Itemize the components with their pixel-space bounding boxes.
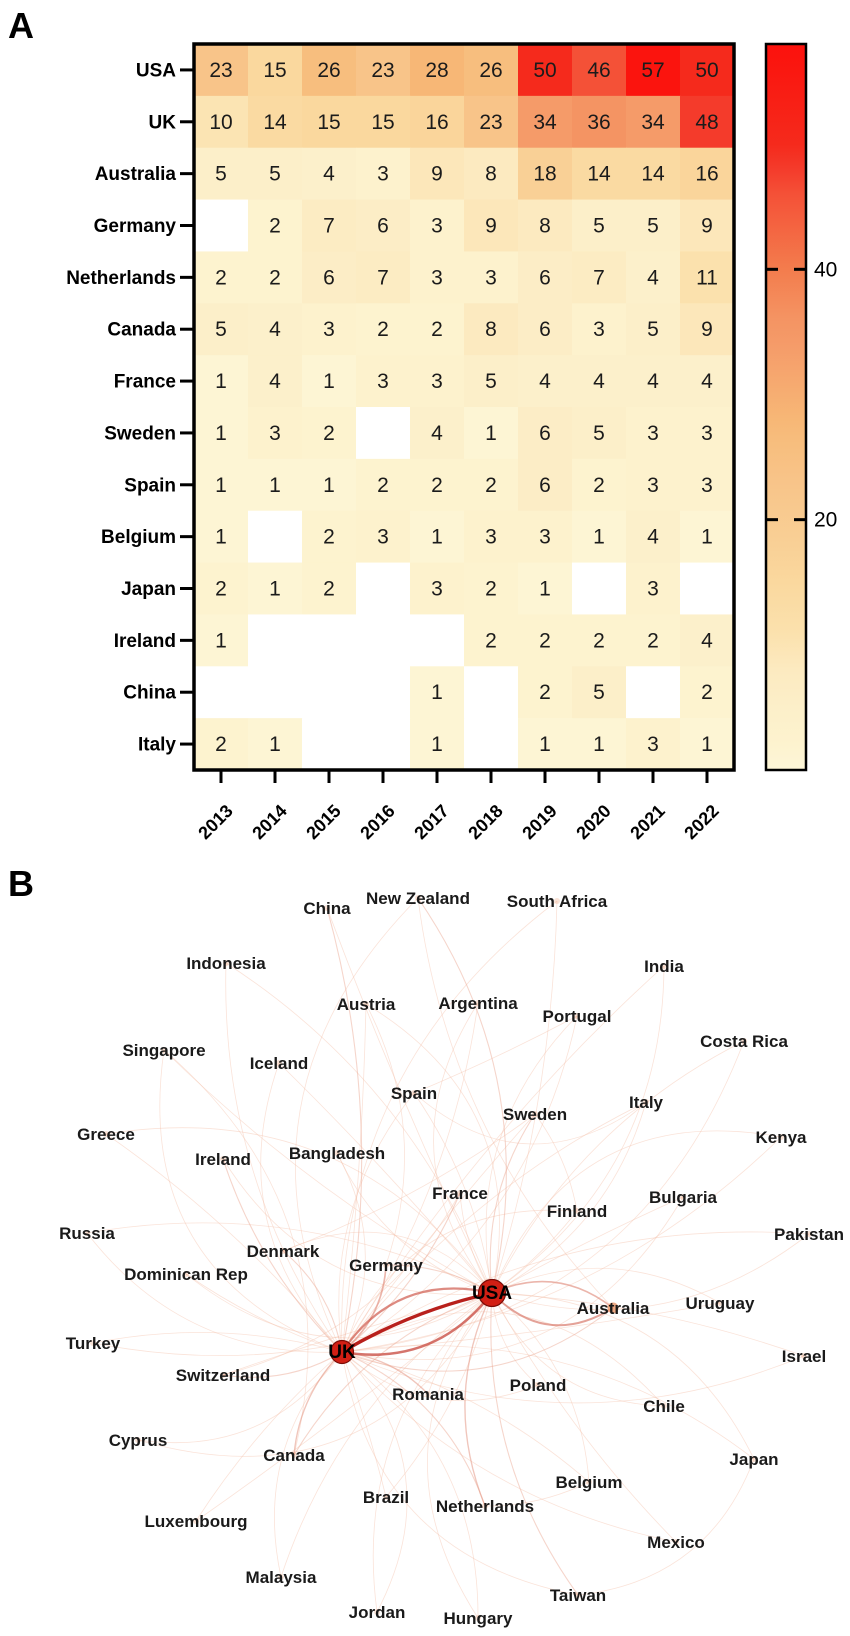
heatmap-cell-value: 3 (647, 577, 659, 601)
heatmap-cell-value: 14 (263, 110, 287, 134)
heatmap-cell-value: 28 (425, 58, 449, 82)
heatmap-cell (410, 614, 465, 666)
network-node-label: Iceland (249, 1054, 309, 1073)
network-node-label: India (644, 957, 684, 976)
network-node-label: New Zealand (366, 889, 470, 908)
panel-b-label: B (8, 863, 34, 904)
heatmap-cell (248, 666, 303, 718)
heatmap-cell-value: 48 (695, 110, 719, 134)
heatmap-col-label: 2019 (518, 800, 561, 844)
heatmap-cell-value: 4 (431, 421, 443, 445)
heatmap-row-label: Spain (124, 475, 176, 497)
heatmap-cell-value: 2 (323, 525, 335, 549)
network-edge (342, 901, 557, 1352)
heatmap-row-label: Germany (93, 216, 176, 237)
heatmap-cell-value: 2 (215, 733, 227, 757)
heatmap-col-label: 2020 (572, 800, 615, 844)
network-edge (465, 1293, 492, 1506)
heatmap-cell-value: 3 (431, 266, 443, 290)
heatmap-cell-value: 9 (701, 214, 713, 238)
network-node-label: Brazil (362, 1488, 410, 1507)
heatmap-row-label: Netherlands (66, 267, 176, 289)
network-node-label: Uruguay (685, 1294, 755, 1313)
heatmap-cell-value: 11 (696, 266, 718, 290)
network-node-label: Greece (77, 1125, 135, 1144)
heatmap-cell-value: 2 (215, 266, 227, 290)
network-edge (492, 1041, 744, 1293)
network-hub-label: USA (471, 1283, 513, 1304)
panel-a-label: A (8, 5, 34, 46)
heatmap-row-label: Japan (121, 579, 176, 600)
heatmap-row-label: Belgium (101, 527, 176, 549)
heatmap-cell-value: 1 (431, 525, 443, 549)
network-edge (186, 1274, 342, 1352)
heatmap-cell-value: 16 (695, 162, 719, 186)
heatmap-cell (194, 666, 249, 718)
heatmap-cell-value: 7 (377, 266, 389, 290)
network-node-label: Finland (546, 1202, 608, 1221)
heatmap-cell-value: 5 (593, 681, 605, 705)
heatmap-cell (356, 563, 411, 615)
heatmap-col-label: 2021 (626, 800, 669, 844)
heatmap-cell-value: 5 (647, 214, 659, 238)
heatmap-cell-value: 3 (701, 473, 713, 497)
heatmap-cell (194, 200, 249, 252)
network-edge (294, 1352, 342, 1455)
heatmap-cell-value: 2 (485, 577, 497, 601)
heatmap-cell (248, 614, 303, 666)
heatmap-col-label: 2013 (194, 800, 237, 844)
heatmap-cell-value: 3 (269, 421, 281, 445)
heatmap-col-label: 2016 (356, 800, 399, 844)
heatmap-cell-value: 1 (215, 421, 227, 445)
network-node-label: Portugal (542, 1007, 612, 1026)
heatmap-cell-value: 5 (215, 162, 227, 186)
heatmap-cell-value: 46 (587, 58, 611, 82)
heatmap-col-label: 2017 (410, 800, 453, 844)
network-edge (164, 1050, 492, 1293)
heatmap-cell-value: 5 (485, 370, 497, 394)
heatmap-cell-value: 4 (323, 162, 335, 186)
network-node-label: Germany (349, 1256, 423, 1275)
heatmap-cell-value: 2 (539, 629, 551, 653)
heatmap-cell-value: 1 (215, 370, 227, 394)
heatmap-cell-value: 5 (593, 214, 605, 238)
heatmap-cell-value: 4 (647, 266, 659, 290)
heatmap-cell-value: 3 (485, 525, 497, 549)
network-node-label: South Africa (506, 892, 608, 911)
network-node-label: Romania (392, 1385, 464, 1404)
network-edge (342, 1004, 366, 1352)
heatmap-cell-value: 2 (377, 318, 389, 342)
heatmap-cell-value: 5 (593, 421, 605, 445)
heatmap-cell-value: 36 (587, 110, 611, 134)
network-node-label: Australia (576, 1299, 650, 1318)
heatmap-cell-value: 23 (209, 58, 233, 82)
heatmap-cell-value: 1 (593, 733, 605, 757)
network-edge (491, 1293, 578, 1595)
heatmap-cell-value: 26 (479, 58, 503, 82)
heatmap-cell (356, 718, 411, 770)
heatmap-cell-value: 15 (317, 110, 341, 134)
network-node-label: Canada (263, 1446, 325, 1465)
heatmap-cell-value: 16 (425, 110, 449, 134)
heatmap-cell-value: 9 (485, 214, 497, 238)
heatmap-cell-value: 1 (269, 733, 281, 757)
heatmap-cell-value: 57 (641, 58, 665, 82)
heatmap-cell-value: 2 (269, 214, 281, 238)
heatmap-cell (464, 718, 519, 770)
heatmap-cell-value: 1 (431, 733, 443, 757)
heatmap-cell-value: 15 (371, 110, 395, 134)
heatmap-cell-value: 23 (479, 110, 503, 134)
network-hub-label: UK (328, 1342, 356, 1363)
heatmap-cell-value: 2 (323, 577, 335, 601)
heatmap-cell-value: 2 (485, 473, 497, 497)
heatmap-cell-value: 3 (593, 318, 605, 342)
heatmap-cell-value: 2 (539, 681, 551, 705)
network-edge (283, 1114, 535, 1251)
network-node-label: Austria (336, 995, 396, 1014)
network-node-label: Taiwan (549, 1586, 607, 1605)
heatmap-cell-value: 1 (701, 525, 713, 549)
heatmap-cell-value: 1 (323, 473, 335, 497)
network-node-label: Costa Rica (700, 1032, 788, 1051)
heatmap-cell (302, 718, 357, 770)
heatmap-cell-value: 5 (269, 162, 281, 186)
network-edge (366, 1004, 499, 1293)
heatmap-cell-value: 3 (431, 577, 443, 601)
network-node-label: Sweden (502, 1105, 568, 1124)
heatmap-cell-value: 1 (431, 681, 443, 705)
network-node-label: France (432, 1184, 488, 1203)
heatmap-cell-value: 3 (647, 421, 659, 445)
heatmap-cell (248, 511, 303, 563)
heatmap-cell-value: 1 (269, 577, 281, 601)
colorbar-tick-label: 40 (814, 258, 838, 282)
heatmap-row-label: Australia (94, 164, 176, 186)
heatmap-cell-value: 3 (377, 370, 389, 394)
heatmap-cell-value: 3 (323, 318, 335, 342)
heatmap-cell (302, 666, 357, 718)
heatmap-cell-value: 3 (647, 733, 659, 757)
heatmap-row-label: USA (135, 60, 176, 82)
network-edge (492, 1102, 646, 1293)
network-node-label: Netherlands (435, 1497, 535, 1516)
heatmap-cell-value: 1 (485, 421, 497, 445)
heatmap-cell (356, 407, 411, 459)
network-edge (427, 1293, 492, 1618)
network-edge (414, 1016, 577, 1093)
network-node-label: Pakistan (774, 1225, 844, 1244)
heatmap-cell-value: 2 (377, 473, 389, 497)
heatmap-cell-value: 5 (647, 318, 659, 342)
heatmap-cell-value: 8 (485, 318, 497, 342)
heatmap-cell-value: 9 (431, 162, 443, 186)
heatmap-cell-value: 6 (539, 318, 551, 342)
heatmap-row-label: Canada (107, 319, 176, 341)
heatmap-cell-value: 50 (533, 58, 557, 82)
network-node-label: Belgium (555, 1473, 623, 1492)
network-node-label: Bulgaria (648, 1188, 718, 1207)
heatmap-cell-value: 3 (485, 266, 497, 290)
heatmap-cell-value: 8 (485, 162, 497, 186)
heatmap-cell-value: 1 (269, 473, 281, 497)
network-panel (0, 820, 850, 1636)
heatmap-cell-value: 3 (647, 473, 659, 497)
network-node-label: Malaysia (245, 1568, 317, 1587)
heatmap-cell-value: 3 (539, 525, 551, 549)
heatmap-cell-value: 1 (323, 370, 335, 394)
heatmap-cell-value: 4 (647, 370, 659, 394)
heatmap-cell-value: 4 (593, 370, 605, 394)
heatmap-cell-value: 6 (377, 214, 389, 238)
network-node-label: Spain (390, 1084, 438, 1103)
network-edge (261, 1063, 342, 1352)
heatmap-cell-value: 6 (539, 266, 551, 290)
network-edge (342, 1003, 478, 1352)
heatmap-cell-value: 26 (317, 58, 341, 82)
heatmap-cell-value: 1 (215, 629, 227, 653)
heatmap-cell (356, 614, 411, 666)
heatmap-row-label: UK (148, 112, 176, 134)
heatmap-cell (302, 614, 357, 666)
heatmap-cell-value: 14 (587, 162, 611, 186)
heatmap-cell-value: 4 (701, 370, 713, 394)
heatmap-cell-value: 15 (263, 58, 287, 82)
heatmap-cell-value: 34 (641, 110, 665, 134)
network-edge (342, 1303, 720, 1352)
heatmap-col-label: 2018 (464, 800, 507, 844)
heatmap-cell-value: 7 (323, 214, 335, 238)
heatmap-cell-value: 4 (539, 370, 551, 394)
network-node-label: Switzerland (175, 1366, 271, 1385)
network-node-label: Luxembourg (144, 1512, 248, 1531)
colorbar (766, 44, 806, 770)
network-node-label: Jordan (348, 1603, 406, 1622)
network-node-label: Japan (729, 1450, 779, 1469)
heatmap-col-label: 2022 (680, 800, 723, 844)
heatmap-cell-value: 8 (539, 214, 551, 238)
network-edge (342, 1352, 386, 1497)
network-node-label: Cyprus (108, 1431, 168, 1450)
colorbar-tick-label: 20 (814, 508, 838, 532)
network-node-label: Denmark (246, 1242, 320, 1261)
heatmap-row-label: France (113, 371, 176, 393)
heatmap-cell-value: 6 (539, 473, 551, 497)
heatmap-cell-value: 3 (431, 214, 443, 238)
heatmap-cell-value: 4 (701, 629, 713, 653)
heatmap-cell-value: 2 (593, 629, 605, 653)
network-edge (281, 1293, 492, 1577)
heatmap-cell-value: 9 (701, 318, 713, 342)
heatmap-cell (572, 563, 627, 615)
network-node-label: Russia (59, 1224, 115, 1243)
heatmap-cell-value: 1 (215, 473, 227, 497)
heatmap-cell-value: 2 (593, 473, 605, 497)
heatmap-cell (464, 666, 519, 718)
network-node-label: Chile (643, 1397, 685, 1416)
network-node-label: Italy (628, 1093, 664, 1112)
heatmap-cell-value: 2 (323, 421, 335, 445)
heatmap-cell-value: 1 (539, 733, 551, 757)
heatmap-cell-value: 4 (647, 525, 659, 549)
heatmap-cell-value: 3 (377, 525, 389, 549)
heatmap-cell-value: 34 (533, 110, 557, 134)
network-node-label: Turkey (65, 1334, 121, 1353)
network-node-label: Israel (781, 1347, 827, 1366)
network-node-label: Argentina (438, 994, 518, 1013)
network-node-label: Dominican Rep (124, 1265, 248, 1284)
network-node-label: Hungary (443, 1609, 513, 1628)
heatmap-cell-value: 50 (695, 58, 719, 82)
heatmap-cell-value: 1 (539, 577, 551, 601)
heatmap-cell-value: 2 (701, 681, 713, 705)
network-node-label: Singapore (122, 1041, 206, 1060)
heatmap-cell-value: 14 (641, 162, 665, 186)
network-node-label: Bangladesh (288, 1144, 386, 1163)
heatmap-cell-value: 2 (431, 318, 443, 342)
network-node-label: Poland (509, 1376, 567, 1395)
heatmap-cell-value: 7 (593, 266, 605, 290)
heatmap-cell-value: 1 (593, 525, 605, 549)
network-edge (327, 908, 362, 1352)
heatmap-cell-value: 2 (647, 629, 659, 653)
heatmap-cell-value: 6 (539, 421, 551, 445)
heatmap-cell-value: 2 (269, 266, 281, 290)
network-node-label: Mexico (647, 1533, 705, 1552)
heatmap-cell-value: 4 (269, 370, 281, 394)
heatmap-cell (356, 666, 411, 718)
heatmap-cell-value: 2 (485, 629, 497, 653)
heatmap-cell-value: 4 (269, 318, 281, 342)
heatmap-row-label: Italy (137, 734, 176, 756)
heatmap-row-label: China (123, 682, 176, 704)
network-node-label: China (303, 899, 351, 918)
heatmap-row-label: Ireland (113, 630, 176, 652)
network-edge (492, 901, 557, 1293)
network-edge (160, 1050, 342, 1352)
network-edge (434, 1003, 492, 1293)
network-edge (283, 1251, 342, 1352)
heatmap-cell-value: 2 (431, 473, 443, 497)
heatmap-cell-value: 1 (701, 733, 713, 757)
heatmap-cell-value: 10 (209, 110, 233, 134)
heatmap-cell (680, 563, 735, 615)
heatmap-cell-value: 18 (533, 162, 557, 186)
network-node-label: Kenya (755, 1128, 807, 1147)
network-node-label: Indonesia (186, 954, 266, 973)
heatmap-cell-value: 5 (215, 318, 227, 342)
heatmap-cell (626, 666, 681, 718)
heatmap-cell-value: 23 (371, 58, 395, 82)
heatmap-cell-value: 3 (377, 162, 389, 186)
heatmap-col-label: 2015 (302, 800, 345, 844)
heatmap-cell-value: 6 (323, 266, 335, 290)
network-node-label: Ireland (195, 1150, 251, 1169)
heatmap-col-label: 2014 (248, 800, 291, 844)
heatmap-row-label: Sweden (104, 423, 176, 445)
heatmap-cell-value: 3 (701, 421, 713, 445)
heatmap-cell-value: 3 (431, 370, 443, 394)
heatmap-cell-value: 1 (215, 525, 227, 549)
heatmap-cell-value: 2 (215, 577, 227, 601)
